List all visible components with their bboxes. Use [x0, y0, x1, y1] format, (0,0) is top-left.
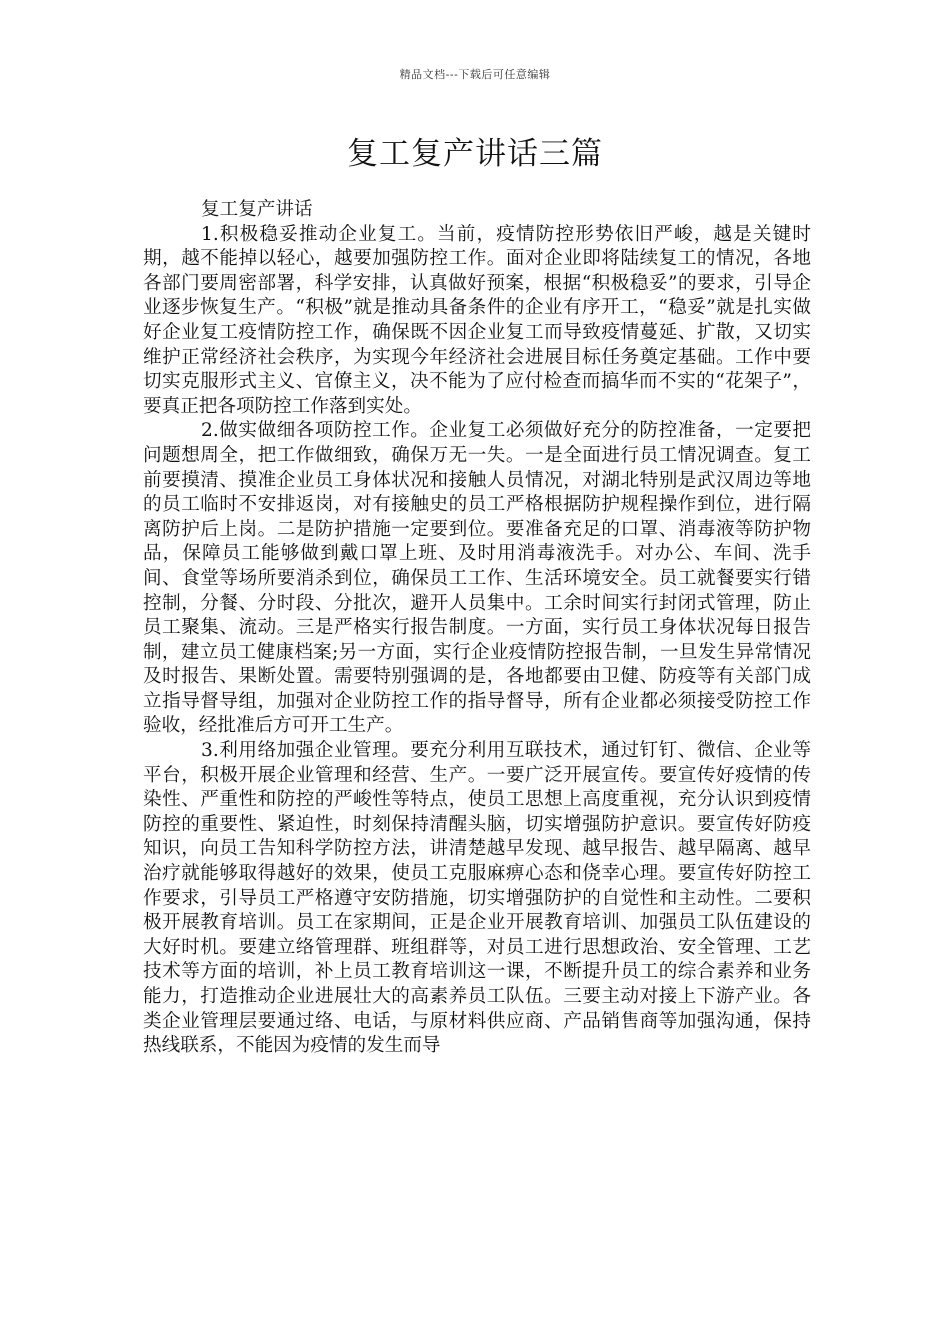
paragraph-1: 1.积极稳妥推动企业复工。当前，疫情防控形势依旧严峻，越是关键时期，越不能掉以轻心，越要加强防控工作。面对企业即将陆续复工的情况，各地各部门要周密部署，科学安排，认真做好预案，根据“积极稳妥”的要求，引导企业逐步恢复生产。“积极”就是推动具备条件的企业有序开工，“稳妥”就是扎实做好企业复工疫情防控工作，确保既不因企业复工而导致疫情蔓延、扩散，又切实维护正常经济社会秩序，为实现今年经济社会进展目标任务奠定基础。工作中要切实克服形式主义、官僚主义，决不能为了应付检查而搞华而不实的“花架子”，要真正把各项防控工作落到实处。: [143, 223, 811, 417]
paragraph-2: 2.做实做细各项防控工作。企业复工必须做好充分的防控准备，一定要把问题想周全，把工作做细致，确保万无一失。一是全面进行员工情况调查。复工前要摸清、摸准企业员工身体状况和接触人员情况，对湖北特别是武汉周边等地的员工临时不安排返岗，对有接触史的员工严格根据防护规程操作到位，进行隔离防护后上岗。二是防护措施一定要到位。要准备充足的口罩、消毒液等防护物品，保障员工能够做到戴口罩上班、及时用消毒液洗手。对办公、车间、洗手间、食堂等场所要消杀到位，确保员工工作、生活环境安全。员工就餐要实行错控制，分餐、分时段、分批次，避开人员集中。工余时间实行封闭式管理，防止员工聚集、流动。三是严格实行报告制度。一方面，实行员工身体状况每日报告制，建立员工健康档案;另一方面，实行企业疫情防控报告制，一旦发生异常情况及时报告、果断处置。需要特别强调的是，各地都要由卫健、防疫等有关部门成立指导督导组，加强对企业防控工作的指导督导，所有企业都必须接受防控工作验收，经批准后方可开工生产。: [143, 420, 811, 737]
page-header: 精品文档---下载后可任意编辑: [399, 68, 551, 81]
paragraph-3: 3.利用络加强企业管理。要充分利用互联技术，通过钉钉、微信、企业等平台，积极开展企业管理和经营、生产。一要广泛开展宣传。要宣传好疫情的传染性、严重性和防控的严峻性等特点，使员工思想上高度重视，充分认识到疫情防控的重要性、紧迫性，时刻保持清醒头脑，切实增强防护意识。要宣传好防疫知识，向员工告知科学防控方法，讲清楚越早发现、越早报告、越早隔离、越早治疗就能够取得越好的效果，使员工克服麻痹心态和侥幸心理。要宣传好防控工作要求，引导员工严格遵守安防措施，切实增强防护的自觉性和主动性。二要积极开展教育培训。员工在家期间，正是企业开展教育培训、加强员工队伍建设的大好时机。要建立络管理群、班组群等，对员工进行思想政治、安全管理、工艺技术等方面的培训，补上员工教育培训这一课，不断提升员工的综合素养和业务能力，打造推动企业进展壮大的高素养员工队伍。三要主动对接上下游产业。各类企业管理层要通过络、电话，与原材料供应商、产品销售商等加强沟通，保持热线联系，不能因为疫情的发生而导: [143, 740, 811, 1057]
document-title: 复工复产讲话三篇: [347, 136, 603, 172]
document-body: [143, 198, 811, 1059]
section-subtitle: 复工复产讲话: [201, 199, 313, 220]
